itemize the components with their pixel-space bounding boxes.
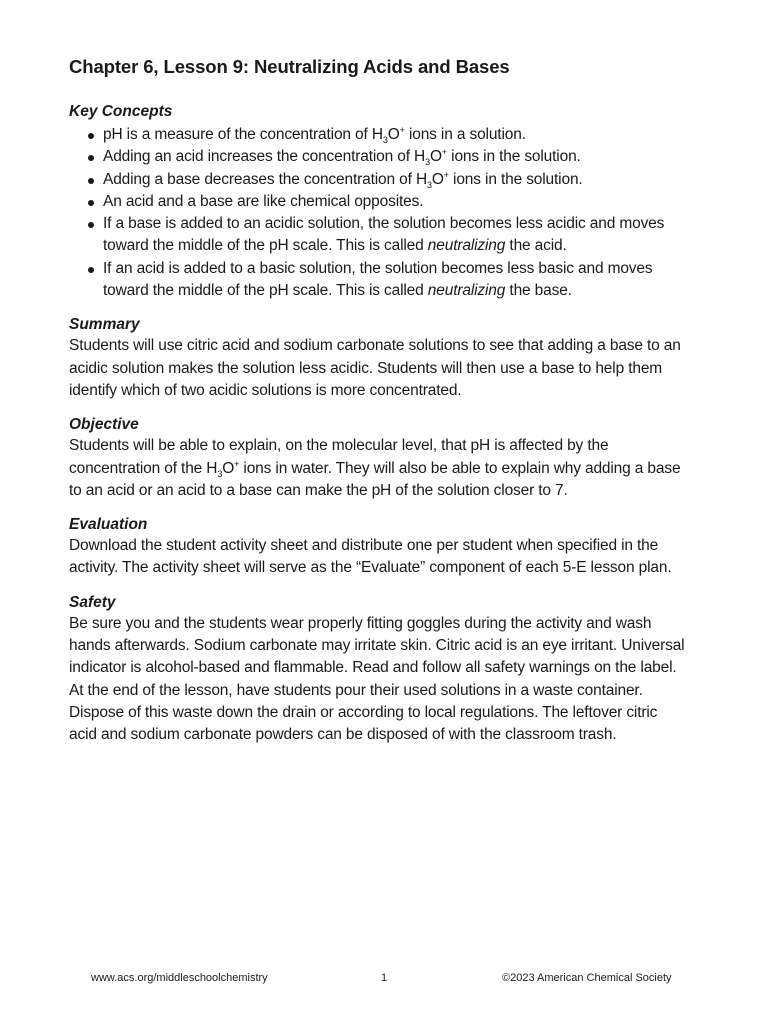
summary-text: Students will use citric acid and sodium carbonate solutions to see that adding a base to an acidic solution makes the solution less acidic. Students will then use a base to help them identify which of two acidic solutions is more concentrated. [69, 337, 681, 399]
page-number: 1 [381, 972, 388, 984]
objective-text: Students will be able to explain, on the molecular level, that pH is affected by the concentration of the $H_3O^+$ ions in water. They will also be able to explain why adding a base to an acid or an acid to a base can make the pH of the solution closer to 7. [69, 437, 681, 499]
list-item: Adding a base decreases the concentration of $H_3O^+$ ions in the solution. [103, 169, 689, 191]
list-item: If an acid is added to a basic solution, the solution becomes less basic and moves toward the middle of the pH scale. This is called neutralizing the base. [103, 258, 689, 303]
list-item: If a base is added to an acidic solution, the solution becomes less acidic and moves toward the middle of the pH scale. This is called neutralizing the acid. [103, 213, 689, 258]
objective-section [69, 414, 689, 502]
document-page [69, 55, 689, 759]
key-concepts-heading: Key Concepts [69, 103, 173, 120]
evaluation-section [69, 514, 689, 580]
copyright-notice: ©2023 American Chemical Society [502, 972, 672, 984]
list-item: pH is a measure of the concentration of $H_3O^+$ ions in a solution. [103, 124, 689, 146]
safety-text: Be sure you and the students wear properly fitting goggles during the activity and wash hands afterwards. Sodium carbonate may irritate skin. Citric acid is an eye irritant. Universal indicator is alcohol-based and flammable. Read and follow all safety warnings on the label. At the end of the lesson, have students pour their used solutions in a waste container. Dispose of this waste down the drain or according to local regulations. The leftover citric acid and sodium carbonate powders can be disposed of with the classroom trash. [69, 614, 685, 744]
evaluation-heading: Evaluation [69, 516, 148, 534]
summary-section [69, 314, 689, 402]
summary-heading: Summary [69, 316, 140, 334]
list-item: Adding an acid increases the concentration of $H_3O^+$ ions in the solution. [103, 146, 689, 168]
list-item: An acid and a base are like chemical opposites. [103, 191, 689, 213]
page-title: Chapter 6, Lesson 9: Neutralizing Acids and Bases [69, 56, 510, 77]
key-concepts-section [69, 101, 689, 302]
footer-url[interactable]: www.acs.org/middleschoolchemistry [91, 972, 268, 984]
key-concepts-list [69, 124, 689, 302]
objective-heading: Objective [69, 416, 139, 434]
safety-section [69, 592, 689, 747]
evaluation-text: Download the student activity sheet and distribute one per student when specified in the activity. The activity sheet will serve as the “Evaluate” component of each 5-E lesson plan. [69, 537, 672, 577]
safety-heading: Safety [69, 593, 116, 611]
